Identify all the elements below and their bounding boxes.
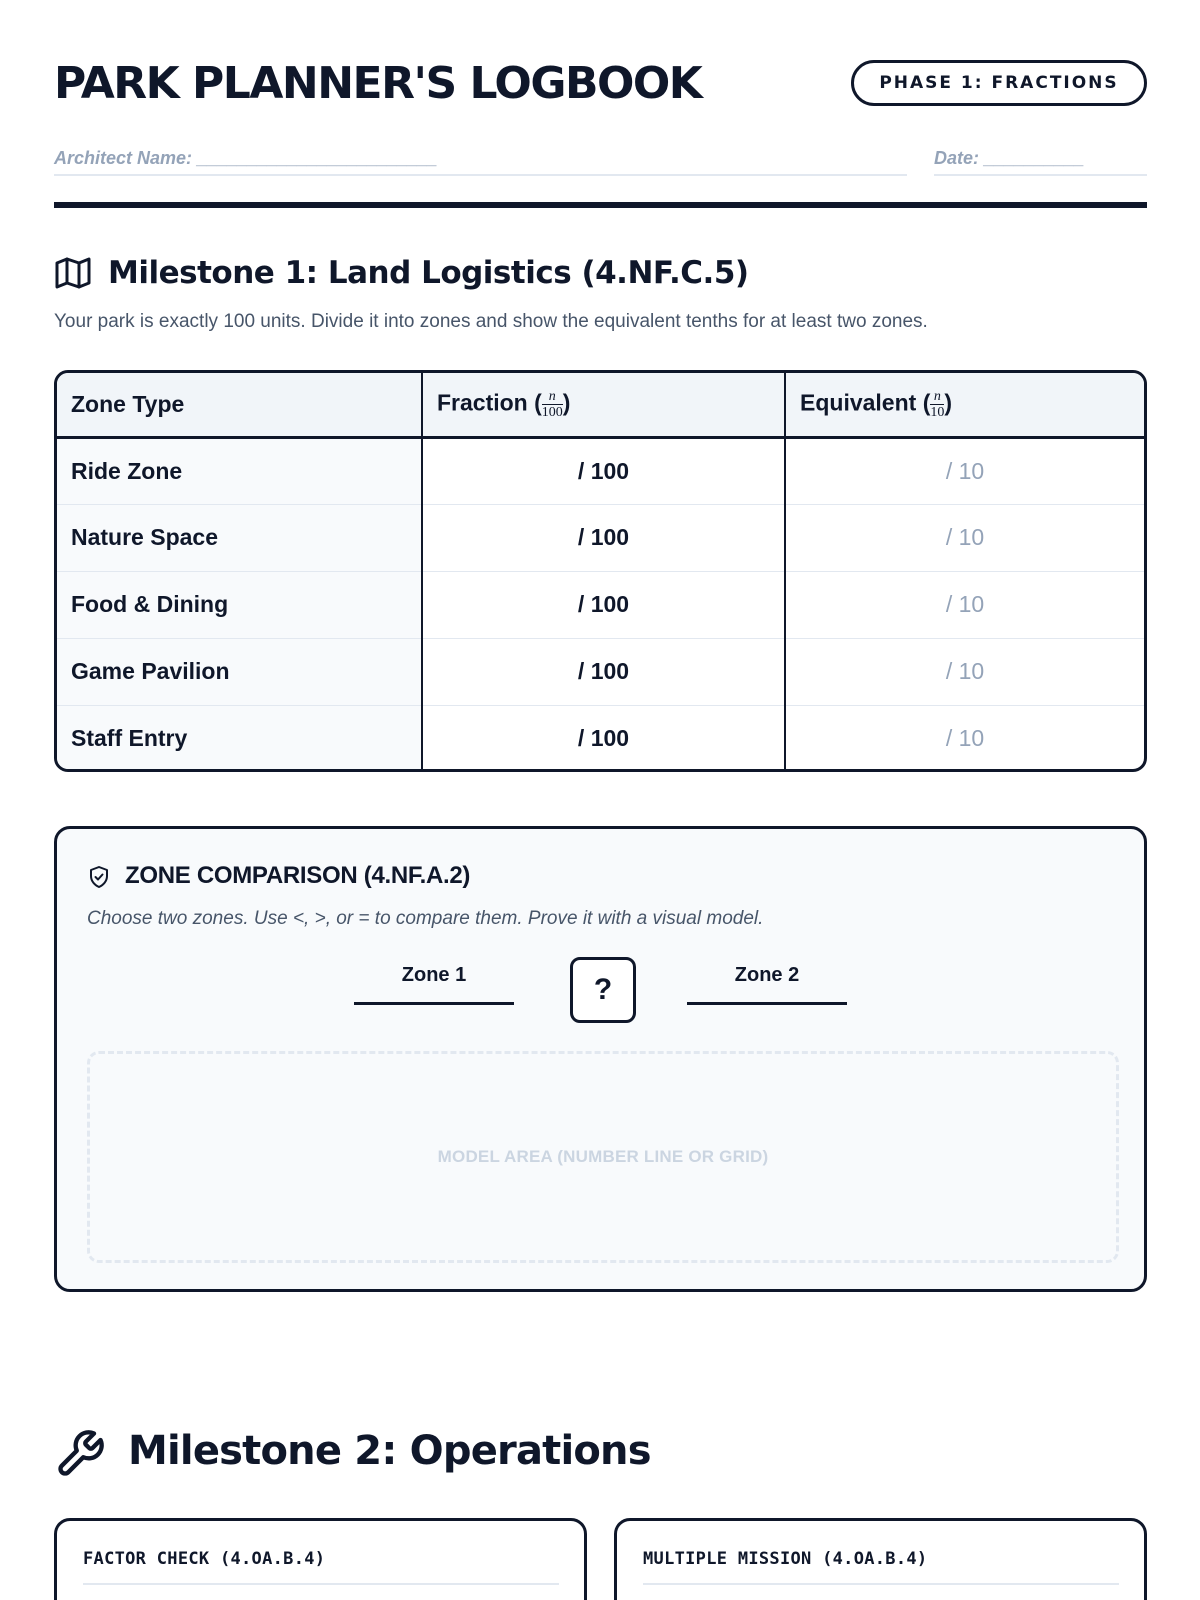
table-header-row bbox=[57, 373, 1144, 437]
zone-cell: Ride Zone bbox=[57, 437, 422, 504]
zone-cell: Food & Dining bbox=[57, 571, 422, 638]
fraction-cell[interactable]: / 100 bbox=[422, 705, 785, 772]
card-divider bbox=[643, 1583, 1119, 1585]
architect-name-field[interactable]: Architect Name: ________________________ bbox=[54, 140, 907, 176]
zone-cell: Game Pavilion bbox=[57, 638, 422, 705]
page-title: PARK PLANNER'S LOGBOOK bbox=[54, 58, 702, 109]
col-header-zone-type: Zone Type bbox=[57, 373, 422, 437]
multiple-mission-title: MULTIPLE MISSION (4.OA.B.4) bbox=[643, 1549, 928, 1569]
map-icon bbox=[54, 256, 92, 290]
fraction-cell[interactable]: / 100 bbox=[422, 437, 785, 504]
phase-badge: PHASE 1: FRACTIONS bbox=[851, 60, 1147, 106]
milestone2-title: Milestone 2: Operations bbox=[128, 1428, 651, 1474]
date-field[interactable]: Date: __________ bbox=[934, 140, 1147, 176]
page-header bbox=[54, 58, 1147, 110]
factor-check-title: FACTOR CHECK (4.OA.B.4) bbox=[83, 1549, 326, 1569]
model-area[interactable]: MODEL AREA (NUMBER LINE OR GRID) bbox=[87, 1051, 1119, 1263]
equivalent-cell[interactable]: / 10 bbox=[945, 725, 985, 752]
name-date-row bbox=[54, 140, 1147, 176]
col-header-equivalent: Equivalent ( $\frac{n}{10}$ ) bbox=[785, 373, 1144, 437]
fraction-n-over-100: $\frac{n}{100}$ bbox=[541, 388, 563, 420]
card-divider bbox=[83, 1583, 559, 1585]
equivalent-cell[interactable]: / 10 bbox=[785, 437, 1144, 504]
table-row bbox=[57, 638, 1144, 705]
col-header-fraction: Fraction ( $\frac{n}{100}$ ) bbox=[422, 373, 785, 437]
zone2-slot[interactable]: Zone 2 bbox=[687, 961, 847, 1005]
equivalent-cell[interactable]: / 10 bbox=[785, 571, 1144, 638]
fraction-cell[interactable]: / 100 bbox=[422, 571, 785, 638]
table-row bbox=[57, 571, 1144, 638]
equivalent-cell[interactable]: / 10 bbox=[785, 638, 1144, 705]
fraction-cell[interactable]: / 100 bbox=[422, 638, 785, 705]
comparison-title: ZONE COMPARISON (4.NF.A.2) bbox=[125, 862, 471, 889]
comparison-description: Choose two zones. Use <, >, or = to compare them. Prove it with a visual model. bbox=[87, 908, 764, 929]
shield-check-icon bbox=[87, 865, 111, 889]
table-row bbox=[57, 437, 1144, 504]
milestone1-title: Milestone 1: Land Logistics (4.NF.C.5) bbox=[108, 255, 749, 291]
zone-cell: Nature Space bbox=[57, 504, 422, 571]
zone1-slot[interactable]: Zone 1 bbox=[354, 961, 514, 1005]
milestone1-description: Your park is exactly 100 units. Divide it into zones and show the equivalent tenths for at least two zones. bbox=[54, 311, 928, 332]
table-row bbox=[57, 705, 1144, 772]
fraction-cell[interactable]: / 100 bbox=[422, 504, 785, 571]
factor-check-card bbox=[54, 1518, 587, 1600]
zone-cell: Staff Entry bbox=[57, 705, 422, 772]
fraction-n-over-10: $\frac{n}{10}$ bbox=[930, 388, 945, 420]
header-divider bbox=[54, 202, 1147, 208]
milestone2-heading bbox=[54, 1424, 1147, 1478]
zone-comparison-box bbox=[54, 826, 1147, 1292]
equivalent-cell[interactable]: / 10 bbox=[785, 504, 1144, 571]
zone-table bbox=[54, 370, 1147, 772]
wrench-icon bbox=[54, 1428, 106, 1480]
compare-symbol-box[interactable]: ? bbox=[570, 957, 636, 1023]
table-row bbox=[57, 504, 1144, 571]
multiple-mission-card bbox=[614, 1518, 1147, 1600]
milestone1-heading bbox=[54, 252, 1147, 294]
